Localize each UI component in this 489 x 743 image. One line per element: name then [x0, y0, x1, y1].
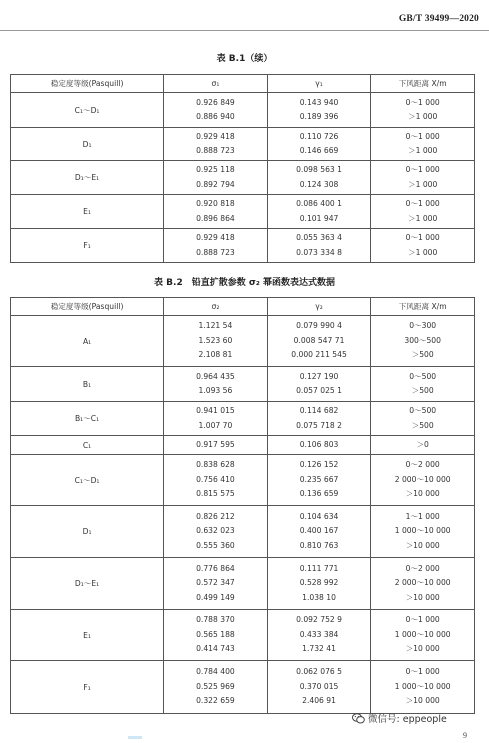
gamma-cell-value: 0.000 211 545 — [291, 350, 347, 360]
grade-cell: C₁～D₁ — [11, 455, 164, 506]
distance-cell — [371, 610, 475, 661]
gamma-cell-value: 0.079 990 4 — [296, 321, 342, 331]
gamma-cell-value: 0.127 190 — [299, 371, 339, 381]
gamma-cell — [267, 402, 371, 436]
distance-cell-value: 1 000～10 000 — [394, 681, 451, 691]
distance-cell — [371, 128, 475, 161]
sigma-cell-value: 0.788 370 — [196, 615, 235, 625]
gamma-cell-value: 0.126 152 — [299, 460, 339, 470]
table-row — [11, 661, 475, 714]
gamma-cell-value: 0.370 015 — [299, 681, 339, 691]
gamma-cell-value: 0.124 308 — [299, 179, 339, 189]
distance-cell — [371, 195, 475, 229]
sigma-cell — [164, 506, 268, 558]
watermark-text: 微信号: eppeople — [368, 714, 447, 725]
distance-cell — [371, 455, 475, 506]
col-header-distance: 下风距离 X/m — [371, 75, 475, 93]
sigma-cell-value: 0.838 628 — [196, 460, 235, 470]
sigma-cell-value: 1.523 60 — [198, 335, 233, 345]
grade-cell: C₁～D₁ — [11, 93, 164, 128]
sigma-cell-value: 0.776 864 — [196, 563, 235, 573]
gamma-cell — [267, 506, 371, 558]
gamma-cell-value: 0.106 803 — [299, 439, 339, 449]
col-header-grade: 稳定度等级(Pasquill) — [11, 298, 164, 316]
grade-cell: D₁ — [11, 506, 164, 558]
grade-cell: F₁ — [11, 229, 164, 263]
sigma-cell — [164, 610, 268, 661]
gamma-cell-value: 0.008 547 71 — [293, 335, 345, 345]
distance-cell-value: ＞500 — [411, 386, 434, 395]
gamma-cell-value: 0.136 659 — [299, 489, 339, 499]
gamma-cell — [267, 161, 371, 195]
sigma-cell-value: 0.886 940 — [196, 112, 235, 121]
sigma-cell-value: 0.572 347 — [196, 578, 235, 588]
gamma-cell — [267, 316, 371, 367]
sigma-cell-value: 0.929 418 — [196, 233, 235, 242]
gamma-cell-value: 0.400 167 — [299, 526, 339, 536]
gamma-cell-value: 0.057 025 1 — [296, 386, 342, 395]
sigma-cell — [164, 316, 268, 367]
gamma-cell — [267, 661, 371, 714]
sigma-cell — [164, 195, 268, 229]
distance-cell — [371, 661, 475, 714]
sigma-cell-value: 0.888 723 — [196, 247, 235, 257]
sigma-cell-value: 0.917 595 — [196, 439, 235, 449]
sigma-cell — [164, 128, 268, 161]
distance-cell-value: ＞10 000 — [405, 540, 440, 550]
wechat-icon — [352, 713, 365, 724]
distance-cell — [371, 436, 475, 455]
sigma-cell-value: 0.414 743 — [196, 644, 235, 654]
distance-cell-value: ＞500 — [411, 420, 434, 430]
sigma-cell-value: 0.499 149 — [196, 592, 235, 602]
distance-cell-value: 2 000～10 000 — [394, 474, 451, 484]
col-header-gamma: γ₂ — [267, 298, 371, 316]
grade-cell: F₁ — [11, 661, 164, 714]
sigma-cell — [164, 661, 268, 714]
sigma-cell-value: 0.784 400 — [196, 667, 235, 677]
col-header-sigma: σ₂ — [164, 298, 268, 316]
table-row — [11, 436, 475, 455]
sigma-cell-value: 0.964 435 — [196, 371, 235, 381]
distance-cell-value: ＞500 — [411, 350, 434, 360]
gamma-cell-value: 0.073 334 8 — [296, 247, 342, 257]
header-divider — [0, 30, 489, 31]
table2-header-row — [11, 298, 475, 316]
sigma-cell-value: 0.929 418 — [196, 131, 235, 141]
page-mark — [128, 736, 142, 739]
sigma-cell — [164, 229, 268, 263]
gamma-cell-value: 0.810 763 — [299, 540, 339, 550]
gamma-cell-value: 0.075 718 2 — [296, 420, 342, 430]
distance-cell-value: 0～1 000 — [405, 199, 440, 208]
standard-code: GB/T 39499—2020 — [398, 14, 479, 24]
distance-cell-value: 0～1 000 — [405, 615, 440, 625]
gamma-cell-value: 0.086 400 1 — [296, 199, 342, 208]
distance-cell-value: ＞10 000 — [405, 489, 440, 499]
sigma-cell-value: 0.826 212 — [196, 511, 235, 521]
gamma-cell-value: 0.110 726 — [299, 131, 339, 141]
table-row — [11, 128, 475, 161]
sigma-cell-value: 1.093 56 — [198, 386, 233, 395]
table-row — [11, 93, 475, 128]
sigma-cell — [164, 367, 268, 402]
sigma-cell-value: 0.632 023 — [196, 526, 235, 536]
gamma-cell — [267, 195, 371, 229]
distance-cell-value: ＞1 000 — [408, 213, 438, 223]
table1-caption: 表 B.1（续） — [216, 54, 273, 64]
distance-cell-value: 0～2 000 — [405, 460, 440, 470]
gamma-cell-value: 0.062 076 5 — [296, 667, 342, 677]
col-header-distance: 下风距离 X/m — [371, 298, 475, 316]
distance-cell-value: 0～1 000 — [405, 97, 440, 107]
table-row — [11, 316, 475, 367]
table-row — [11, 161, 475, 195]
gamma-cell-value: 0.092 752 9 — [296, 615, 342, 625]
distance-cell-value: ＞1 000 — [408, 146, 438, 155]
sigma-cell-value: 1.121 54 — [198, 321, 233, 331]
table1 — [10, 74, 475, 263]
sigma-cell — [164, 161, 268, 195]
gamma-cell-value: 0.235 667 — [299, 474, 339, 484]
col-header-sigma: σ₁ — [164, 75, 268, 93]
gamma-cell-value: 0.528 992 — [299, 578, 339, 588]
distance-cell — [371, 367, 475, 402]
watermark — [352, 711, 447, 725]
gamma-cell — [267, 436, 371, 455]
gamma-cell-value: 0.101 947 — [299, 213, 339, 223]
table1-header-row — [11, 75, 475, 93]
sigma-cell — [164, 455, 268, 506]
table-row — [11, 229, 475, 263]
distance-cell — [371, 316, 475, 367]
page-number: 9 — [463, 731, 467, 740]
grade-cell: D₁ — [11, 128, 164, 161]
table-row — [11, 558, 475, 610]
gamma-cell — [267, 367, 371, 402]
distance-cell-value: 0～500 — [409, 371, 437, 381]
table-row — [11, 402, 475, 436]
gamma-cell — [267, 610, 371, 661]
gamma-cell-value: 0.111 771 — [299, 563, 339, 573]
table2 — [10, 297, 475, 714]
sigma-cell — [164, 402, 268, 436]
table-row — [11, 367, 475, 402]
distance-cell-value: 2 000～10 000 — [394, 578, 451, 588]
distance-cell-value: 0～1 000 — [405, 233, 440, 242]
gamma-cell-value: 0.114 682 — [299, 406, 339, 415]
gamma-cell-value: 0.146 669 — [299, 146, 339, 155]
gamma-cell — [267, 128, 371, 161]
sigma-cell-value: 0.815 575 — [196, 489, 235, 499]
table2-caption: 表 B.2 铅直扩散参数 σ₂ 幂函数表达式数据 — [154, 278, 335, 288]
grade-cell: B₁ — [11, 367, 164, 402]
distance-cell-value: ＞1 000 — [408, 179, 438, 189]
distance-cell-value: ＞10 000 — [405, 696, 440, 706]
grade-cell: B₁～C₁ — [11, 402, 164, 436]
sigma-cell-value: 0.756 410 — [196, 474, 235, 484]
sigma-cell-value: 0.565 188 — [196, 629, 235, 639]
distance-cell-value: ＞10 000 — [405, 644, 440, 654]
distance-cell-value: 0～1 000 — [405, 667, 440, 677]
col-header-gamma: γ₁ — [267, 75, 371, 93]
distance-cell-value: 1 000～10 000 — [394, 526, 451, 536]
sigma-cell-value: 0.892 794 — [196, 179, 235, 189]
gamma-cell-value: 0.098 563 1 — [296, 165, 342, 174]
distance-cell-value: 0～1 000 — [405, 165, 440, 174]
gamma-cell-value: 1.732 41 — [302, 644, 336, 654]
gamma-cell-value: 0.055 363 4 — [296, 233, 342, 242]
sigma-cell-value: 0.322 659 — [196, 696, 235, 706]
col-header-grade: 稳定度等级(Pasquill) — [11, 75, 164, 93]
gamma-cell-value: 0.433 384 — [299, 629, 339, 639]
sigma-cell-value: 0.925 118 — [196, 165, 235, 174]
sigma-cell-value: 0.920 818 — [196, 199, 235, 208]
gamma-cell — [267, 229, 371, 263]
distance-cell — [371, 402, 475, 436]
grade-cell: D₁～E₁ — [11, 161, 164, 195]
grade-cell: D₁～E₁ — [11, 558, 164, 610]
table-row — [11, 506, 475, 558]
distance-cell-value: 0～500 — [409, 406, 437, 415]
distance-cell-value: 300～500 — [404, 335, 441, 345]
distance-cell-value: 0～300 — [409, 321, 437, 331]
gamma-cell-value: 1.038 10 — [302, 592, 336, 602]
distance-cell-value: 0～1 000 — [405, 131, 440, 141]
sigma-cell-value: 1.007 70 — [198, 420, 233, 430]
distance-cell — [371, 93, 475, 128]
sigma-cell-value: 0.888 723 — [196, 146, 235, 155]
grade-cell: E₁ — [11, 195, 164, 229]
sigma-cell-value: 0.896 864 — [196, 213, 235, 223]
sigma-cell-value: 2.108 81 — [198, 350, 233, 360]
distance-cell — [371, 161, 475, 195]
distance-cell-value: 1 000～10 000 — [394, 629, 451, 639]
table-row — [11, 610, 475, 661]
gamma-cell-value: 0.143 940 — [299, 97, 339, 107]
sigma-cell — [164, 93, 268, 128]
gamma-cell — [267, 455, 371, 506]
distance-cell — [371, 229, 475, 263]
grade-cell: A₁ — [11, 316, 164, 367]
gamma-cell-value: 0.189 396 — [299, 112, 339, 121]
distance-cell-value: ＞1 000 — [408, 112, 438, 121]
distance-cell — [371, 558, 475, 610]
sigma-cell-value: 0.941 015 — [196, 406, 235, 415]
gamma-cell-value: 2.406 91 — [302, 696, 336, 706]
sigma-cell-value: 0.525 969 — [196, 681, 235, 691]
sigma-cell — [164, 436, 268, 455]
grade-cell: C₁ — [11, 436, 164, 455]
distance-cell-value: ＞10 000 — [405, 592, 440, 602]
table-row — [11, 195, 475, 229]
gamma-cell — [267, 93, 371, 128]
distance-cell-value: ＞1 000 — [408, 247, 438, 257]
table-row — [11, 455, 475, 506]
gamma-cell — [267, 558, 371, 610]
distance-cell-value: 1～1 000 — [405, 511, 440, 521]
sigma-cell-value: 0.555 360 — [196, 540, 235, 550]
sigma-cell-value: 0.926 849 — [196, 97, 235, 107]
distance-cell-value: 0～2 000 — [405, 563, 440, 573]
sigma-cell — [164, 558, 268, 610]
grade-cell: E₁ — [11, 610, 164, 661]
distance-cell-value: ＞0 — [416, 439, 429, 449]
gamma-cell-value: 0.104 634 — [299, 511, 339, 521]
distance-cell — [371, 506, 475, 558]
